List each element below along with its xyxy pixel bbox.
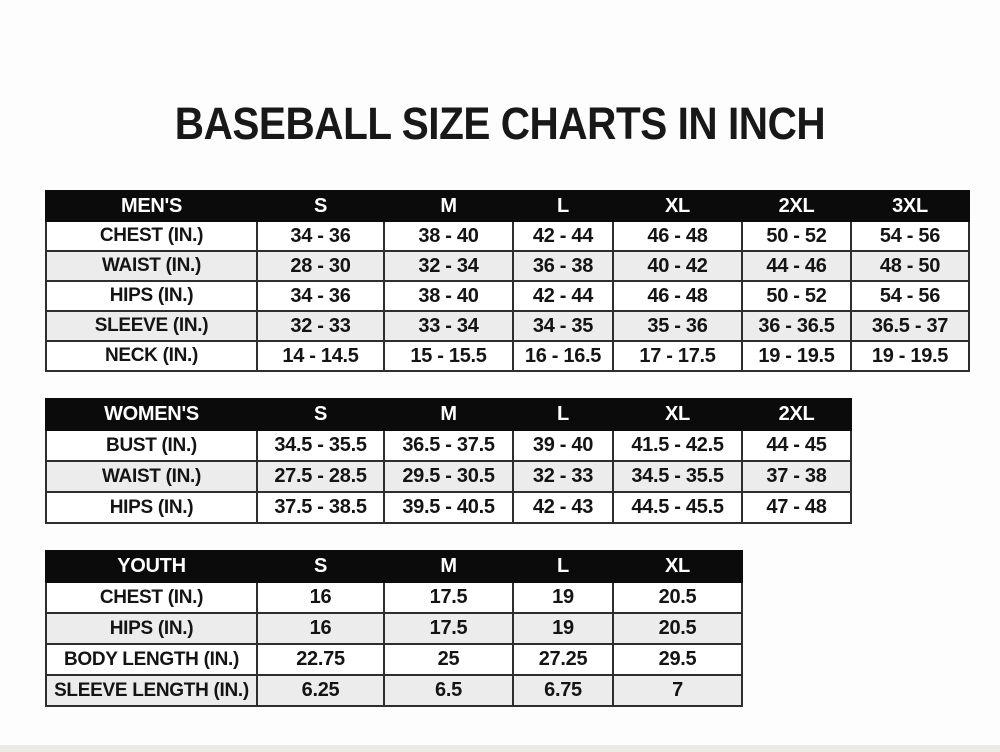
measurement-row bbox=[46, 221, 969, 251]
size-value-cell: 42 - 44 bbox=[513, 221, 613, 251]
size-value-cell: 16 - 16.5 bbox=[513, 341, 613, 371]
size-value-cell: 42 - 44 bbox=[513, 281, 613, 311]
header-row bbox=[46, 399, 851, 430]
size-value-cell: 32 - 34 bbox=[384, 251, 513, 281]
size-value-cell: 17.5 bbox=[384, 613, 513, 644]
size-value-cell: 34 - 36 bbox=[257, 281, 384, 311]
measurement-label-cell: CHEST (IN.) bbox=[46, 582, 257, 613]
size-value-cell: 19 - 19.5 bbox=[851, 341, 969, 371]
youth-table-header bbox=[46, 551, 742, 582]
measurement-label-cell: WAIST (IN.) bbox=[46, 251, 257, 281]
measurement-row bbox=[46, 613, 742, 644]
size-value-cell: 44.5 - 45.5 bbox=[613, 492, 742, 523]
size-column-header: 2XL bbox=[742, 399, 851, 430]
size-value-cell: 27.25 bbox=[513, 644, 613, 675]
size-value-cell: 36 - 38 bbox=[513, 251, 613, 281]
size-column-header: L bbox=[513, 551, 613, 582]
size-column-header: XL bbox=[613, 191, 742, 221]
size-value-cell: 46 - 48 bbox=[613, 281, 742, 311]
size-value-cell: 6.5 bbox=[384, 675, 513, 706]
measurement-row bbox=[46, 281, 969, 311]
womens-table-body bbox=[46, 430, 851, 523]
size-column-header: L bbox=[513, 191, 613, 221]
size-value-cell: 16 bbox=[257, 613, 384, 644]
size-value-cell: 47 - 48 bbox=[742, 492, 851, 523]
scan-artifact-band bbox=[0, 745, 1000, 752]
size-value-cell: 54 - 56 bbox=[851, 281, 969, 311]
size-value-cell: 36 - 36.5 bbox=[742, 311, 851, 341]
mens-size-table bbox=[45, 190, 970, 372]
size-value-cell: 15 - 15.5 bbox=[384, 341, 513, 371]
youth-table-body bbox=[46, 582, 742, 706]
table-group-header: WOMEN'S bbox=[46, 399, 257, 430]
size-value-cell: 19 bbox=[513, 582, 613, 613]
mens-table-header bbox=[46, 191, 969, 221]
size-column-header: XL bbox=[613, 551, 742, 582]
measurement-row bbox=[46, 430, 851, 461]
size-value-cell: 39 - 40 bbox=[513, 430, 613, 461]
size-value-cell: 41.5 - 42.5 bbox=[613, 430, 742, 461]
size-value-cell: 17 - 17.5 bbox=[613, 341, 742, 371]
size-value-cell: 20.5 bbox=[613, 582, 742, 613]
table-group-header: MEN'S bbox=[46, 191, 257, 221]
size-value-cell: 48 - 50 bbox=[851, 251, 969, 281]
size-value-cell: 50 - 52 bbox=[742, 281, 851, 311]
size-column-header: 2XL bbox=[742, 191, 851, 221]
size-value-cell: 14 - 14.5 bbox=[257, 341, 384, 371]
size-value-cell: 39.5 - 40.5 bbox=[384, 492, 513, 523]
size-value-cell: 28 - 30 bbox=[257, 251, 384, 281]
size-value-cell: 19 - 19.5 bbox=[742, 341, 851, 371]
measurement-label-cell: HIPS (IN.) bbox=[46, 281, 257, 311]
measurement-row bbox=[46, 492, 851, 523]
size-value-cell: 38 - 40 bbox=[384, 281, 513, 311]
size-value-cell: 6.25 bbox=[257, 675, 384, 706]
size-column-header: 3XL bbox=[851, 191, 969, 221]
size-value-cell: 6.75 bbox=[513, 675, 613, 706]
size-value-cell: 54 - 56 bbox=[851, 221, 969, 251]
size-value-cell: 7 bbox=[613, 675, 742, 706]
measurement-label-cell: HIPS (IN.) bbox=[46, 492, 257, 523]
size-value-cell: 33 - 34 bbox=[384, 311, 513, 341]
size-value-cell: 32 - 33 bbox=[513, 461, 613, 492]
size-value-cell: 17.5 bbox=[384, 582, 513, 613]
size-column-header: S bbox=[257, 399, 384, 430]
measurement-label-cell: HIPS (IN.) bbox=[46, 613, 257, 644]
size-value-cell: 37 - 38 bbox=[742, 461, 851, 492]
size-value-cell: 50 - 52 bbox=[742, 221, 851, 251]
header-row bbox=[46, 191, 969, 221]
measurement-label-cell: SLEEVE LENGTH (IN.) bbox=[46, 675, 257, 706]
measurement-label-cell: BUST (IN.) bbox=[46, 430, 257, 461]
size-value-cell: 27.5 - 28.5 bbox=[257, 461, 384, 492]
size-column-header: M bbox=[384, 551, 513, 582]
size-value-cell: 46 - 48 bbox=[613, 221, 742, 251]
measurement-row bbox=[46, 582, 742, 613]
size-column-header: M bbox=[384, 191, 513, 221]
measurement-row bbox=[46, 251, 969, 281]
size-value-cell: 36.5 - 37 bbox=[851, 311, 969, 341]
measurement-label-cell: CHEST (IN.) bbox=[46, 221, 257, 251]
size-column-header: S bbox=[257, 551, 384, 582]
size-value-cell: 40 - 42 bbox=[613, 251, 742, 281]
size-value-cell: 25 bbox=[384, 644, 513, 675]
size-value-cell: 37.5 - 38.5 bbox=[257, 492, 384, 523]
measurement-row bbox=[46, 341, 969, 371]
measurement-label-cell: SLEEVE (IN.) bbox=[46, 311, 257, 341]
size-value-cell: 42 - 43 bbox=[513, 492, 613, 523]
size-value-cell: 29.5 - 30.5 bbox=[384, 461, 513, 492]
size-value-cell: 34 - 35 bbox=[513, 311, 613, 341]
size-value-cell: 22.75 bbox=[257, 644, 384, 675]
table-group-header: YOUTH bbox=[46, 551, 257, 582]
youth-size-table bbox=[45, 550, 743, 707]
page-title: BASEBALL SIZE CHARTS IN INCH bbox=[174, 98, 826, 150]
mens-table-body bbox=[46, 221, 969, 371]
size-value-cell: 35 - 36 bbox=[613, 311, 742, 341]
size-column-header: S bbox=[257, 191, 384, 221]
size-column-header: XL bbox=[613, 399, 742, 430]
size-value-cell: 20.5 bbox=[613, 613, 742, 644]
measurement-label-cell: WAIST (IN.) bbox=[46, 461, 257, 492]
size-value-cell: 44 - 46 bbox=[742, 251, 851, 281]
measurement-label-cell: BODY LENGTH (IN.) bbox=[46, 644, 257, 675]
size-value-cell: 34.5 - 35.5 bbox=[613, 461, 742, 492]
measurement-row bbox=[46, 311, 969, 341]
size-value-cell: 19 bbox=[513, 613, 613, 644]
size-value-cell: 32 - 33 bbox=[257, 311, 384, 341]
size-value-cell: 36.5 - 37.5 bbox=[384, 430, 513, 461]
measurement-row bbox=[46, 461, 851, 492]
size-value-cell: 38 - 40 bbox=[384, 221, 513, 251]
header-row bbox=[46, 551, 742, 582]
womens-table-header bbox=[46, 399, 851, 430]
size-value-cell: 44 - 45 bbox=[742, 430, 851, 461]
womens-size-table bbox=[45, 398, 852, 524]
size-value-cell: 29.5 bbox=[613, 644, 742, 675]
size-value-cell: 16 bbox=[257, 582, 384, 613]
measurement-row bbox=[46, 644, 742, 675]
size-column-header: M bbox=[384, 399, 513, 430]
measurement-row bbox=[46, 675, 742, 706]
size-value-cell: 34.5 - 35.5 bbox=[257, 430, 384, 461]
size-value-cell: 34 - 36 bbox=[257, 221, 384, 251]
size-column-header: L bbox=[513, 399, 613, 430]
measurement-label-cell: NECK (IN.) bbox=[46, 341, 257, 371]
